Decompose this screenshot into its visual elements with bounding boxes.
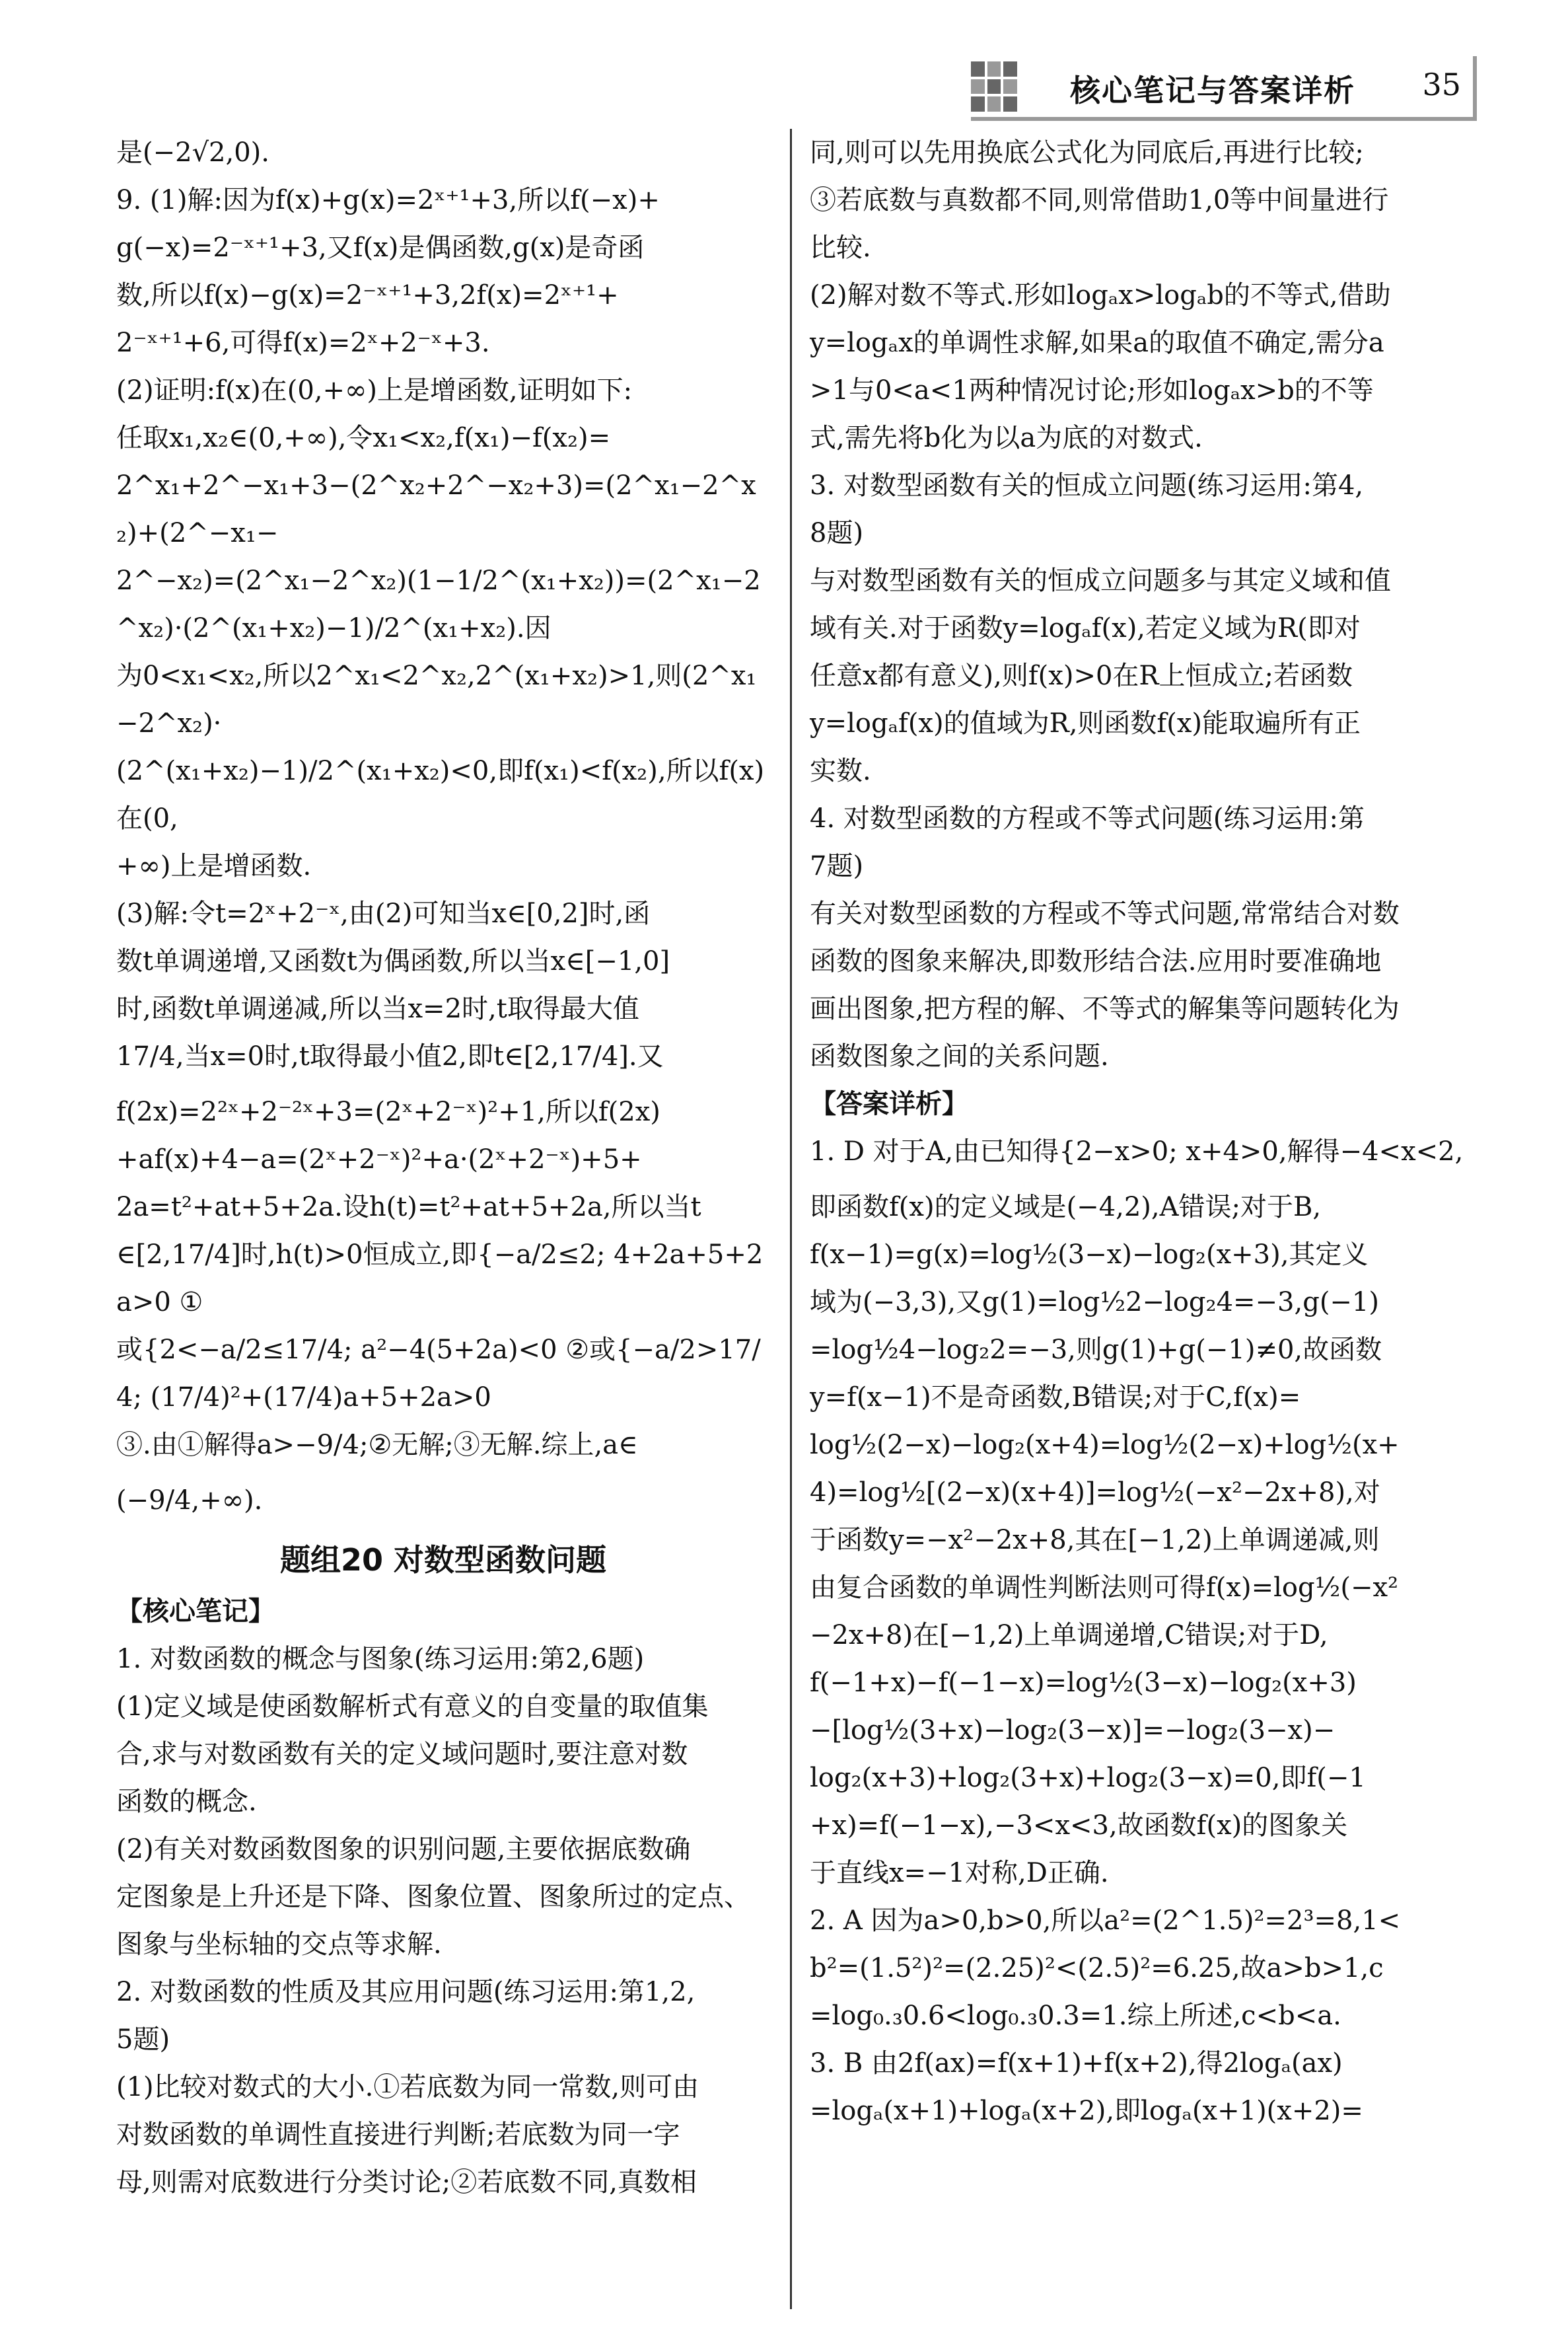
text-line: 比较.: [810, 233, 871, 263]
text-line: 8题): [810, 518, 864, 548]
text-line: 4)=log½[(2−x)(x+4)]=log½(−x²−2x+8),对: [810, 1477, 1380, 1508]
text-line: 3. 对数型函数有关的恒成立问题(练习运用:第4,: [810, 470, 1364, 501]
text-line: (2)有关对数函数图象的识别问题,主要依据底数确: [116, 1834, 691, 1864]
text-line: 是(−2√2,0).: [116, 137, 269, 168]
grid-squares-icon: [971, 61, 1017, 112]
text-line: f(2x)=2²ˣ+2⁻²ˣ+3=(2ˣ+2⁻ˣ)²+1,所以f(2x): [116, 1097, 660, 1127]
text-line: 于函数y=−x²−2x+8,其在[−1,2)上单调递减,则: [810, 1525, 1380, 1555]
left-column: [116, 129, 770, 2206]
text-line: 函数图象之间的关系问题.: [810, 1041, 1109, 1072]
text-line: 5题): [116, 2024, 170, 2055]
text-line: 由复合函数的单调性判断法则可得f(x)=log½(−x²: [810, 1572, 1399, 1603]
text-line: 2. A 因为a>0,b>0,所以a²=(2^1.5)²=2³=8,1<: [810, 1905, 1401, 1936]
text-line: =log½4−log₂2=−3,则g(1)+g(−1)≠0,故函数: [810, 1335, 1382, 1365]
text-line: 2^x₁+2^−x₁+3−(2^x₂+2^−x₂+3)=(2^x₁−2^x₂)+(2^−x₁−: [116, 470, 756, 548]
text-line: 于直线x=−1对称,D正确.: [810, 1858, 1109, 1888]
text-line: 1. 对数函数的概念与图象(练习运用:第2,6题): [116, 1644, 645, 1674]
text-line: y=logₐx的单调性求解,如果a的取值不确定,需分a: [810, 328, 1384, 358]
text-line: (3)解:令t=2ˣ+2⁻ˣ,由(2)可知当x∈[0,2]时,函: [116, 899, 651, 929]
text-line: (1)比较对数式的大小.①若底数为同一常数,则可由: [116, 2072, 699, 2102]
text-line: (2)证明:f(x)在(0,+∞)上是增函数,证明如下:: [116, 375, 633, 406]
text-line: 定图象是上升还是下降、图象位置、图象所过的定点、: [116, 1882, 750, 1912]
text-line: ③.由①解得a>−9/4;②无解;③无解.综上,a∈: [116, 1430, 638, 1460]
text-line: −2x+8)在[−1,2)上单调递增,C错误;对于D,: [810, 1620, 1328, 1650]
text-line: 为0<x₁<x₂,所以2^x₁<2^x₂,2^(x₁+x₂)>1,则(2^x₁−2^x₂)·: [116, 661, 757, 739]
text-line: 任取x₁,x₂∈(0,+∞),令x₁<x₂,f(x₁)−f(x₂)=: [116, 423, 611, 453]
text-line: >1与0<a<1两种情况讨论;形如logₐx>b的不等: [810, 375, 1374, 406]
text-line: +∞)上是增函数.: [116, 851, 312, 881]
text-line: 2^−x₂)=(2^x₁−2^x₂)(1−1/2^(x₁+x₂))=(2^x₁−2^x₂)·(2^(x₁+x₂)−1)/2^(x₁+x₂).因: [116, 566, 761, 644]
text-line: +af(x)+4−a=(2ˣ+2⁻ˣ)²+a·(2ˣ+2⁻ˣ)+5+: [116, 1144, 642, 1175]
text-line: 1. D 对于A,由已知得{2−x>0; x+4>0,解得−4<x<2,: [810, 1136, 1464, 1167]
text-line: +x)=f(−1−x),−3<x<3,故函数f(x)的图象关: [810, 1810, 1348, 1841]
text-line: =logₐ(x+1)+logₐ(x+2),即logₐ(x+1)(x+2)=: [810, 2096, 1363, 2126]
header-title: 核心笔记与答案详析: [1070, 73, 1355, 108]
column-divider: [790, 129, 792, 2309]
text-line: (1)定义域是使函数解析式有意义的自变量的取值集: [116, 1691, 709, 1722]
text-line: 2. 对数函数的性质及其应用问题(练习运用:第1,2,: [116, 1977, 695, 2007]
subsection-heading: 【答案详析】: [810, 1089, 968, 1119]
text-line: 图象与坐标轴的交点等求解.: [116, 1929, 442, 1960]
text-line: (2^(x₁+x₂)−1)/2^(x₁+x₂)<0,即f(x₁)<f(x₂),所以f(x)在(0,: [116, 756, 765, 834]
text-line: log₂(x+3)+log₂(3+x)+log₂(3−x)=0,即f(−1: [810, 1763, 1366, 1793]
text-line: 17/4,当x=0时,t取得最小值2,即t∈[2,17/4].又: [116, 1041, 664, 1072]
section-heading: 题组20 对数型函数问题: [279, 1542, 607, 1578]
text-line: 式,需先将b化为以a为底的对数式.: [810, 423, 1203, 453]
text-line: 即函数f(x)的定义域是(−4,2),A错误;对于B,: [810, 1192, 1322, 1222]
text-line: 母,则需对底数进行分类讨论;②若底数不同,真数相: [116, 2167, 697, 2197]
text-line: 域有关.对于函数y=logₐf(x),若定义域为R(即对: [810, 613, 1361, 644]
text-line: y=logₐf(x)的值域为R,则函数f(x)能取遍所有正: [810, 708, 1361, 739]
text-line: 任意x都有意义),则f(x)>0在R上恒成立;若函数: [810, 661, 1353, 691]
text-line: 对数函数的单调性直接进行判断;若底数为同一字: [116, 2120, 680, 2150]
text-line: 合,求与对数函数有关的定义域问题时,要注意对数: [116, 1739, 688, 1769]
text-line: 数t单调递增,又函数t为偶函数,所以当x∈[−1,0]: [116, 946, 670, 977]
text-line: 3. B 由2f(ax)=f(x+1)+f(x+2),得2logₐ(ax): [810, 2048, 1343, 2079]
right-column: [810, 129, 1464, 2135]
text-line: 4. 对数型函数的方程或不等式问题(练习运用:第: [810, 803, 1365, 834]
text-line: 画出图象,把方程的解、不等式的解集等问题转化为: [810, 994, 1400, 1024]
text-line: y=f(x−1)不是奇函数,B错误;对于C,f(x)=: [810, 1382, 1301, 1413]
text-line: 2a=t²+at+5+2a.设h(t)=t²+at+5+2a,所以当t: [116, 1192, 701, 1222]
running-header: [971, 56, 1477, 121]
text-line: 9. (1)解:因为f(x)+g(x)=2ˣ⁺¹+3,所以f(−x)+: [116, 185, 660, 215]
text-line: −[log½(3+x)−log₂(3−x)]=−log₂(3−x)−: [810, 1715, 1336, 1746]
text-line: 函数的图象来解决,即数形结合法.应用时要准确地: [810, 946, 1382, 977]
text-line: 同,则可以先用换底公式化为同底后,再进行比较;: [810, 137, 1364, 168]
text-line: 实数.: [810, 756, 871, 786]
text-line: 7题): [810, 851, 864, 881]
text-line: ∈[2,17/4]时,h(t)>0恒成立,即{−a/2≤2; 4+2a+5+2a>0 ①: [116, 1239, 764, 1317]
text-line: b²=(1.5²)²=(2.25)²<(2.5)²=6.25,故a>b>1,c: [810, 1953, 1384, 1983]
text-line: 2⁻ˣ⁺¹+6,可得f(x)=2ˣ+2⁻ˣ+3.: [116, 328, 490, 358]
text-line: 数,所以f(x)−g(x)=2⁻ˣ⁺¹+3,2f(x)=2ˣ⁺¹+: [116, 280, 619, 311]
text-line: 时,函数t单调递减,所以当x=2时,t取得最大值: [116, 994, 639, 1024]
page-number: 35: [1422, 67, 1461, 102]
text-line: 有关对数型函数的方程或不等式问题,常常结合对数: [810, 899, 1400, 929]
text-line: 域为(−3,3),又g(1)=log½2−log₂4=−3,g(−1): [810, 1287, 1379, 1317]
text-line: 函数的概念.: [116, 1787, 257, 1817]
text-line: g(−x)=2⁻ˣ⁺¹+3,又f(x)是偶函数,g(x)是奇函: [116, 233, 645, 263]
text-line: =log₀.₃0.6<log₀.₃0.3=1.综上所述,c<b<a.: [810, 2001, 1341, 2031]
text-line: 与对数型函数有关的恒成立问题多与其定义域和值: [810, 566, 1391, 596]
text-line: f(−1+x)−f(−1−x)=log½(3−x)−log₂(x+3): [810, 1668, 1357, 1698]
text-line: log½(2−x)−log₂(x+4)=log½(2−x)+log½(x+: [810, 1430, 1400, 1460]
subsection-heading: 【核心笔记】: [116, 1596, 275, 1627]
text-line: (2)解对数不等式.形如logₐx>logₐb的不等式,借助: [810, 280, 1391, 311]
text-line: f(x−1)=g(x)=log½(3−x)−log₂(x+3),其定义: [810, 1239, 1369, 1270]
text-line: 或{2<−a/2≤17/4; a²−4(5+2a)<0 ②或{−a/2>17/4; (17/4)²+(17/4)a+5+2a>0: [116, 1335, 761, 1413]
text-line: (−9/4,+∞).: [116, 1485, 263, 1516]
text-line: ③若底数与真数都不同,则常借助1,0等中间量进行: [810, 185, 1389, 215]
